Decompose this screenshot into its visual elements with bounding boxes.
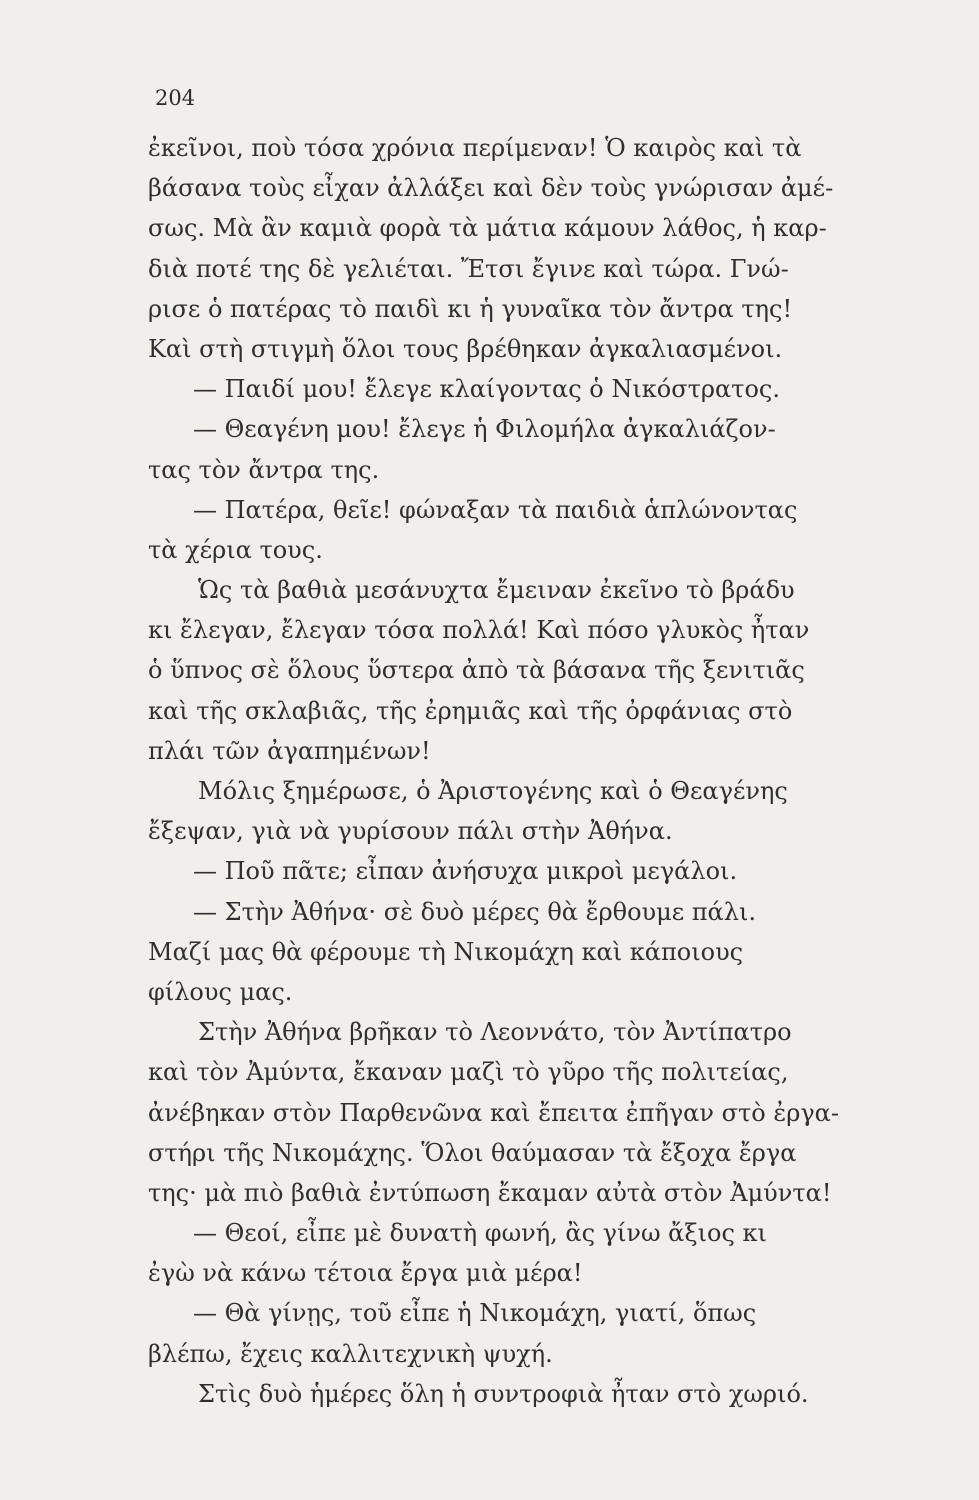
text-line: βλέπω, ἔχεις καλλιτεχνικὴ ψυχή. xyxy=(148,1339,553,1368)
text-line: — Πατέρα, θεῖε! φώναξαν τὰ παιδιὰ ἁπλώνοντας xyxy=(193,495,798,524)
body-text xyxy=(148,128,896,1414)
text-line: — Στὴν Ἀθήνα· σὲ δυὸ μέρες θὰ ἔρθουμε πάλι. xyxy=(193,897,756,926)
text-line: — Θεαγένη μου! ἔλεγε ἡ Φιλομήλα ἀγκαλιάζον- xyxy=(193,415,776,444)
text-line: της· μὰ πιὸ βαθιὰ ἐντύπωση ἔκαμαν αὐτὰ στὸν Ἀμύντα! xyxy=(148,1178,832,1207)
text-line: βάσανα τοὺς εἶχαν ἀλλάξει καὶ δὲν τοὺς γνώρισαν ἀμέ- xyxy=(148,174,834,203)
text-line: — Παιδί μου! ἔλεγε κλαίγοντας ὁ Νικόστρατος. xyxy=(193,375,780,404)
text-line: τας τὸν ἄντρα της. xyxy=(148,455,380,484)
text-line: σως. Μὰ ἂν καμιὰ φορὰ τὰ μάτια κάμουν λάθος, ἡ καρ- xyxy=(148,214,827,243)
text-line: — Θεοί, εἶπε μὲ δυνατὴ φωνή, ἂς γίνω ἄξιος κι xyxy=(193,1219,767,1248)
text-line: πλάι τῶν ἀγαπημένων! xyxy=(148,736,431,765)
text-line: τὰ χέρια τους. xyxy=(148,535,323,564)
text-line: Ὡς τὰ βαθιὰ μεσάνυχτα ἔμειναν ἐκεῖνο τὸ βράδυ xyxy=(198,576,795,605)
text-line: ἀνέβηκαν στὸν Παρθενῶνα καὶ ἔπειτα ἐπῆγαν στὸ ἐργα- xyxy=(148,1098,839,1127)
text-line: ὁ ὕπνος σὲ ὅλους ὕστερα ἀπὸ τὰ βάσανα τῆς ξενιτιᾶς xyxy=(148,656,805,685)
text-line: — Ποῦ πᾶτε; εἶπαν ἀνήσυχα μικροὶ μεγάλοι. xyxy=(193,857,738,886)
text-line: καὶ τῆς σκλαβιᾶς, τῆς ἐρημιᾶς καὶ τῆς ὀρφάνιας στὸ xyxy=(148,696,793,725)
text-line: Στὶς δυὸ ἡμέρες ὅλη ἡ συντροφιὰ ἦταν στὸ χωριό. xyxy=(198,1379,809,1408)
text-line: Μόλις ξημέρωσε, ὁ Ἀριστογένης καὶ ὁ Θεαγένης xyxy=(198,777,788,805)
text-line: Καὶ στὴ στιγμὴ ὅλοι τους βρέθηκαν ἀγκαλιασμένοι. xyxy=(148,334,783,363)
page-number: 204 xyxy=(155,86,196,110)
text-line: κι ἔλεγαν, ἔλεγαν τόσα πολλά! Καὶ πόσο γλυκὸς ἦταν xyxy=(148,616,810,645)
text-line: ἐγὼ νὰ κάνω τέτοια ἔργα μιὰ μέρα! xyxy=(148,1259,583,1288)
text-line: στήρι τῆς Νικομάχης. Ὅλοι θαύμασαν τὰ ἔξοχα ἔργα xyxy=(148,1138,797,1167)
text-line: διὰ ποτέ της δὲ γελιέται. Ἔτσι ἔγινε καὶ τώρα. Γνώ- xyxy=(148,254,789,283)
text-line: Μαζί μας θὰ φέρουμε τὴ Νικομάχη καὶ κάποιους xyxy=(148,937,744,966)
text-line: ἐκεῖνοι, ποὺ τόσα χρόνια περίμεναν! Ὁ καιρὸς καὶ τὰ xyxy=(148,134,802,162)
text-line: φίλους μας. xyxy=(148,977,293,1006)
text-line: — Θὰ γίνῃς, τοῦ εἶπε ἡ Νικομάχη, γιατί, ὅπως xyxy=(193,1299,757,1328)
text-line: ρισε ὁ πατέρας τὸ παιδὶ κι ἡ γυναῖκα τὸν ἄντρα της! xyxy=(148,294,793,323)
text-line: Στὴν Ἀθήνα βρῆκαν τὸ Λεοννάτο, τὸν Ἀντίπατρο xyxy=(198,1018,792,1047)
text-line: ἔξεψαν, γιὰ νὰ γυρίσουν πάλι στὴν Ἀθήνα. xyxy=(148,817,673,846)
text-line: καὶ τὸν Ἀμύντα, ἔκαναν μαζὶ τὸ γῦρο τῆς πολιτείας, xyxy=(148,1058,789,1087)
